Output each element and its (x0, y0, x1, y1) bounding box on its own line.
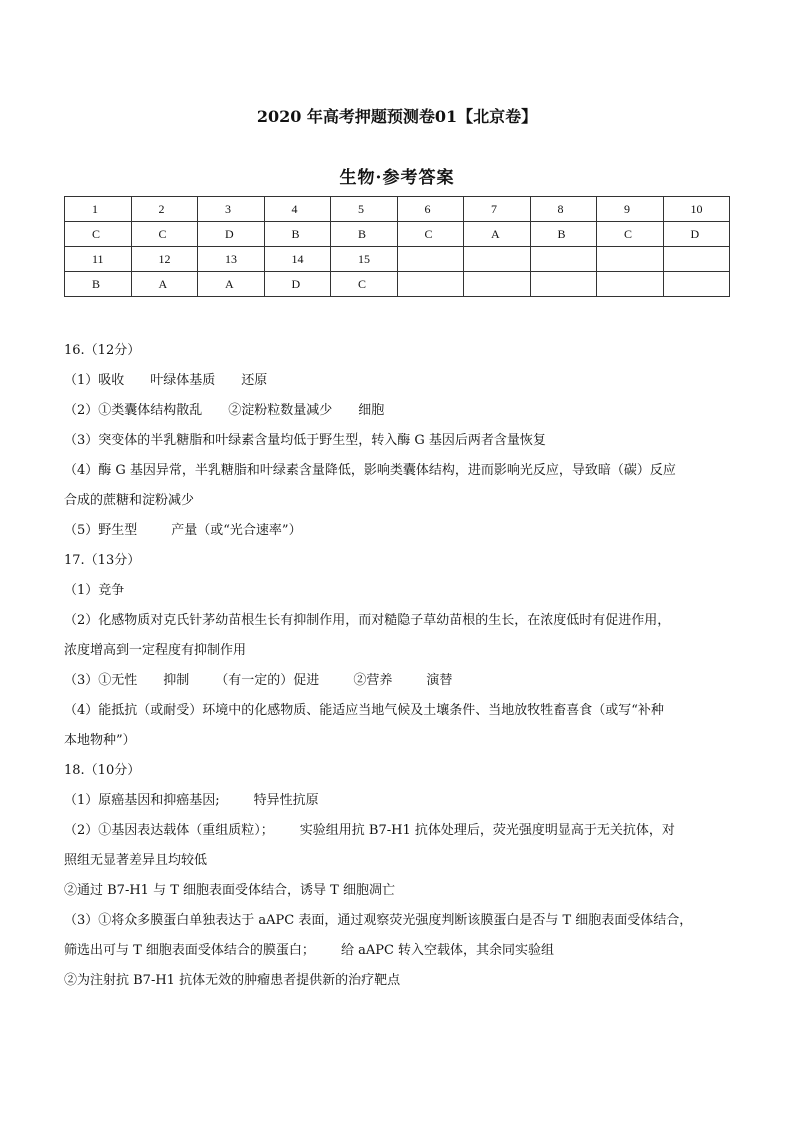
q16-p5-a: （5）野生型 (64, 523, 138, 538)
answer-row (65, 247, 730, 272)
q17-heading: 17.（13分） (64, 553, 141, 568)
q18-p2-l1a: （2）①基因表达载体（重组质粒）； (64, 823, 274, 838)
answer-cell: D (198, 222, 265, 247)
q17-part4-line2: 本地物种”） (64, 733, 136, 748)
q16-part5 (64, 516, 734, 546)
q17-part2-line1: （2）化感物质对克氏针茅幼苗根生长有抑制作用，而对糙隐子草幼苗根的生长，在浓度低时有促进作用， (64, 613, 671, 628)
q16-p2-b: ②淀粉粒数量减少 (228, 403, 333, 418)
answer-content (64, 336, 734, 996)
answer-cell: 2 (131, 197, 198, 222)
answer-cell: D (264, 272, 331, 297)
q16-part4-line2: 合成的蔗糖和淀粉减少 (64, 493, 195, 508)
q16-part4-line1: （4）酶 G 基因异常，半乳糖脂和叶绿素含量降低，影响类囊体结构，进而影响光反应，导致暗（碳）反应 (64, 463, 676, 478)
q17-part3 (64, 666, 734, 696)
q17-p3-a: （3）①无性 (64, 673, 138, 688)
q18-heading: 18.（10分） (64, 763, 141, 778)
answer-cell: 9 (597, 197, 664, 222)
q18-part2-line3: ②通过 B7-H1 与 T 细胞表面受体结合，诱导 T 细胞凋亡 (64, 883, 395, 898)
answer-cell: C (65, 222, 132, 247)
q17-p3-c: （有一定的）促进 (215, 673, 320, 688)
answer-row (65, 272, 730, 297)
answer-cell: C (131, 222, 198, 247)
q17-part2-line2: 浓度增高到一定程度有抑制作用 (64, 643, 247, 658)
answer-cell: 11 (65, 247, 132, 272)
page-subtitle: 生物·参考答案 (339, 168, 455, 188)
answer-cell: C (597, 222, 664, 247)
q18-part3-line2 (64, 936, 734, 966)
answer-cell (530, 272, 597, 297)
answer-cell (464, 272, 531, 297)
answer-cell (530, 247, 597, 272)
answer-cell (597, 272, 664, 297)
q16-p5-b: 产量（或“光合速率”） (171, 523, 302, 538)
answer-cell (464, 247, 531, 272)
q17-part1: （1）竞争 (64, 583, 125, 598)
answer-cell (397, 272, 464, 297)
answer-cell: 6 (397, 197, 464, 222)
q17-p3-d: ②营养 (353, 673, 393, 688)
answer-cell: 10 (663, 197, 730, 222)
answer-cell: 3 (198, 197, 265, 222)
q16-heading: 16.（12分） (64, 343, 141, 358)
answer-cell: A (198, 272, 265, 297)
answer-cell: D (663, 222, 730, 247)
answer-cell: 12 (131, 247, 198, 272)
q16-part2 (64, 396, 734, 426)
q18-part2-line1 (64, 816, 734, 846)
answer-cell: A (131, 272, 198, 297)
answer-cell: B (65, 272, 132, 297)
q17-p3-b: 抑制 (163, 673, 190, 688)
q16-part3: （3）突变体的半乳糖脂和叶绿素含量均低于野生型，转入酶 G 基因后两者含量恢复 (64, 433, 546, 448)
answer-cell: 8 (530, 197, 597, 222)
q16-p1-b: 叶绿体基质 (150, 373, 216, 388)
q16-p2-a: （2）①类囊体结构散乱 (64, 403, 203, 418)
q18-part3-line3: ②为注射抗 B7-H1 抗体无效的肿瘤患者提供新的治疗靶点 (64, 973, 401, 988)
answer-cell: 7 (464, 197, 531, 222)
page-title: 2020 年高考押题预测卷01【北京卷】 (256, 107, 538, 126)
answer-cell: 4 (264, 197, 331, 222)
q18-part3-line1: （3）①将众多膜蛋白单独表达于 aAPC 表面，通过观察荧光强度判断该膜蛋白是否与 T 细胞表面受体结合， (64, 913, 693, 928)
answer-cell (663, 247, 730, 272)
answer-table (64, 196, 730, 297)
answer-cell (663, 272, 730, 297)
q16-p1-c: 还原 (241, 373, 268, 388)
answer-cell: 13 (198, 247, 265, 272)
answer-row (65, 222, 730, 247)
answer-cell (397, 247, 464, 272)
q17-part4-line1: （4）能抵抗（或耐受）环境中的化感物质、能适应当地气候及土壤条件、当地放牧牲畜喜食（或写“补种 (64, 703, 664, 718)
q18-p3-l2b: 给 aAPC 转入空载体，其余同实验组 (340, 943, 555, 958)
answer-cell: 1 (65, 197, 132, 222)
q18-part2-line2: 照组无显著差异且均较低 (64, 853, 208, 868)
q16-part1 (64, 366, 734, 396)
q18-p1-a: （1）原癌基因和抑癌基因; (64, 793, 220, 808)
q18-p3-l2a: 筛选出可与 T 细胞表面受体结合的膜蛋白； (64, 943, 315, 958)
answer-cell: B (530, 222, 597, 247)
answer-row (65, 197, 730, 222)
q16-p2-c: 细胞 (358, 403, 385, 418)
q18-p2-l1b: 实验组用抗 B7-H1 抗体处理后，荧光强度明显高于无关抗体，对 (299, 823, 675, 838)
q17-p3-e: 演替 (426, 673, 453, 688)
answer-cell: B (264, 222, 331, 247)
answer-cell (597, 247, 664, 272)
q18-p1-b: 特异性抗原 (253, 793, 319, 808)
answer-cell: 15 (331, 247, 398, 272)
q18-part1 (64, 786, 734, 816)
answer-cell: A (464, 222, 531, 247)
answer-cell: 5 (331, 197, 398, 222)
answer-cell: B (331, 222, 398, 247)
answer-cell: 14 (264, 247, 331, 272)
answer-cell: C (397, 222, 464, 247)
answer-cell: C (331, 272, 398, 297)
q16-p1-a: （1）吸收 (64, 373, 125, 388)
